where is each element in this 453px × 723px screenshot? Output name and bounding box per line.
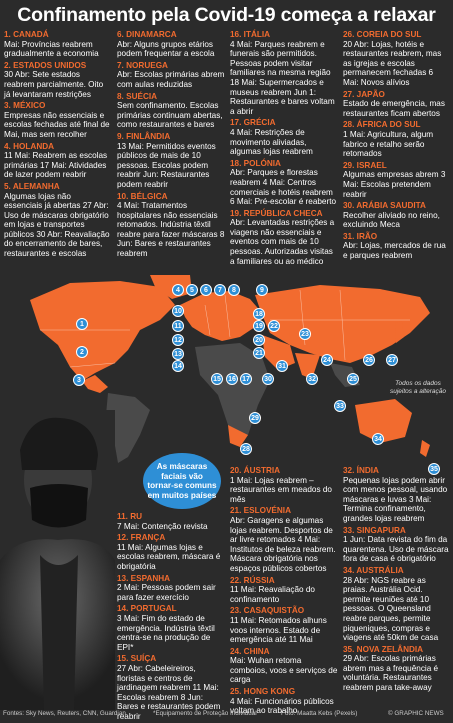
entry-kazakhstan — [230, 606, 338, 644]
map-pin-32[interactable]: 32 — [306, 373, 318, 385]
entry-singapore — [343, 526, 450, 564]
entry-text: 28 Abr: NGS reabre as praias. Austrália Ocid. permite reuniões até 10 pessoas. O Queensland reabre parques, permite piqueniques, compras e viagens até 50km de casa — [343, 575, 439, 643]
entry-text: 1 Mai: Lojas reabrem – restaurantes em meados do mês — [230, 475, 332, 504]
entry-text: 1 Jun: Data revista do fim da quarentena. Uso de máscara fora de casa é obrigatório — [343, 535, 449, 564]
entry-title: 24. CHINA — [230, 646, 270, 656]
entry-text: 13 Mai: Permitidos eventos públicos de mais de 10 pessoas. Escolas podem reabrir Jun: Restaurantes podem reabrir — [117, 141, 216, 189]
entry-south-korea — [343, 30, 450, 88]
entry-text: 30 Abr: Sete estados reabrem parcialmente. Oito já levantaram restrições — [4, 70, 104, 99]
map-pin-10[interactable]: 10 — [172, 305, 184, 317]
country-list-col4 — [343, 30, 450, 263]
map-pin-3[interactable]: 3 — [73, 374, 85, 386]
entry-poland — [230, 159, 338, 207]
map-pin-15[interactable]: 15 — [211, 373, 223, 385]
entry-new-zealand — [343, 645, 450, 693]
entry-title: 25. HONG KONG — [230, 687, 296, 697]
entry-text: 11 Mai: Reabrem as escolas primárias 17 Mai: Atividades de lazer podem reabrir — [4, 151, 108, 180]
entry-spain — [117, 574, 225, 603]
map-pin-17[interactable]: 17 — [240, 373, 252, 385]
map-pin-29[interactable]: 29 — [249, 412, 261, 424]
map-pin-21[interactable]: 21 — [253, 347, 265, 359]
entry-text: Abr: Levantadas restrições a viagens não essenciais e eventos com mais de 10 pessoas. Autorizadas visitas a familiares ou ao médico — [230, 218, 335, 266]
entry-title: 15. SUÍÇA — [117, 654, 157, 664]
country-list-col3 — [230, 30, 338, 268]
entry-text: Estado de emergência, mas restaurantes ficam abertos — [343, 99, 445, 118]
entry-text: Recolher aliviado no reino, excluindo Meca — [343, 210, 440, 230]
entry-text: 4 Mai: Restrições de movimento aliviadas, algumas lojas reabrem — [230, 127, 313, 157]
entry-belgium — [117, 192, 225, 259]
entry-text: Pequenas lojas podem abrir com menos pessoal, usando máscaras e luvas 3 Mai: Termina confinamento, grandes lojas reabrem — [343, 475, 448, 523]
entry-title: 10. BÉLGICA — [117, 191, 168, 201]
entry-portugal — [117, 604, 225, 652]
map-pin-22[interactable]: 22 — [268, 320, 280, 332]
entry-text: 11 Mai: Algumas lojas e escolas reabrem, máscara é obrigatória — [117, 542, 221, 571]
entry-title: 32. ÍNDIA — [343, 466, 379, 475]
entry-title: 21. ESLOVÉNIA — [230, 506, 291, 516]
map-pin-24[interactable]: 24 — [321, 354, 333, 366]
map-pin-1[interactable]: 1 — [76, 318, 88, 330]
entry-title: 27. JAPÃO — [343, 89, 385, 99]
map-pin-34[interactable]: 34 — [372, 433, 384, 445]
entry-title: 8. SUÉCIA — [117, 91, 158, 101]
entry-text: Empresas não essenciais e escolas fechadas até final de Mai, mas sem recolher — [4, 110, 110, 139]
entry-title: 34. AUSTRÁLIA — [343, 565, 404, 575]
map-pin-12[interactable]: 12 — [172, 334, 184, 346]
entry-saudi-arabia — [343, 201, 450, 230]
footer-photo-credit: Foto: Maatta Kebs (Pexels) — [281, 710, 358, 717]
entry-text: 20 Abr: Lojas, hotéis e restaurantes reabrem, mas as igrejas e escolas permanecem fechadas 6 Mai: Novos alívios — [343, 39, 442, 87]
entry-greece — [230, 118, 338, 156]
entry-title: 28. ÁFRICA DO SUL — [343, 120, 421, 130]
entry-usa — [4, 61, 111, 99]
entry-title: 6. DINAMARCA — [117, 30, 177, 39]
map-pin-5[interactable]: 5 — [186, 284, 198, 296]
map-pin-7[interactable]: 7 — [214, 284, 226, 296]
entry-text: Algumas lojas não essenciais já abertas 27 Abr: Uso de máscaras obrigatório em lojas e transportes públicos 30 Abr: Reavaliação do encerramento de bares, restaurantes e escolas — [4, 191, 110, 259]
entry-title: 7. NORUEGA — [117, 60, 168, 70]
entry-austria — [230, 466, 338, 504]
entry-title: 29. ISRAEL — [343, 160, 387, 170]
entry-italy — [230, 30, 338, 116]
entry-text: Mai: Wuhan retoma comboios, voos e serviços de carga — [230, 656, 338, 685]
entry-text: 2 Mai: Pessoas podem sair para fazer exercício — [117, 583, 216, 602]
entry-text: Abr: Lojas, mercados de rua e parques reabrem — [343, 241, 446, 261]
map-pin-20[interactable]: 20 — [253, 334, 265, 346]
entry-uk — [117, 512, 225, 531]
entry-title: 3. MÉXICO — [4, 101, 46, 111]
footer-brand: © GRAPHIC NEWS — [388, 710, 444, 717]
map-pin-28[interactable]: 28 — [240, 443, 252, 455]
europe-shape — [180, 291, 262, 341]
map-pin-18[interactable]: 18 — [253, 308, 265, 320]
page-title: Confinamento pela Covid-19 começa a relaxar — [0, 0, 453, 30]
map-pin-27[interactable]: 27 — [386, 354, 398, 366]
entry-title: 18. POLÓNIA — [230, 158, 281, 168]
entry-slovenia — [230, 506, 338, 573]
new-zealand-shape — [420, 440, 430, 457]
map-pin-11[interactable]: 11 — [172, 320, 184, 332]
entry-finland — [117, 132, 225, 190]
entry-text: Mai: Províncias reabrem gradualmente a economia — [4, 39, 99, 59]
entry-title: 22. RÚSSIA — [230, 575, 275, 585]
entry-text: 27 Abr: Cabeleireiros, floristas e centros de jardinagem reabrem 11 Mai: Escolas reabrem 8 Jun: Bares e restaurantes podem reabrir — [117, 663, 221, 721]
entry-mexico — [4, 101, 111, 139]
entry-title: 11. RU — [117, 512, 143, 521]
map-pin-25[interactable]: 25 — [347, 373, 359, 385]
entry-title: 2. ESTADOS UNIDOS — [4, 60, 87, 70]
map-pin-33[interactable]: 33 — [334, 400, 346, 412]
entry-text: 3 Mai: Fim do estado de emergência. Indústria têxtil centra-se na produção de EPI* — [117, 613, 215, 652]
entry-israel — [343, 161, 450, 199]
map-disclaimer: Todos os dados sujeitos a alteração — [389, 380, 446, 395]
entry-sweden — [117, 92, 225, 130]
map-pin-6[interactable]: 6 — [200, 284, 212, 296]
entry-text: 4 Mai: Funcionários públicos voltam ao trabalho — [230, 696, 334, 716]
entry-text: 7 Mai: Contenção revista — [117, 521, 208, 531]
map-pin-26[interactable]: 26 — [363, 354, 375, 366]
country-list-col5 — [117, 512, 225, 723]
entry-text: Sem confinamento. Escolas primárias continuam abertas, como restaurantes e bares — [117, 101, 223, 130]
entry-text: Abr: Garagens e algumas lojas reabrem. Desportos de ar livre retomados 4 Mai: Institutos de beleza reabrem. Máscara obrigatória nos espaços públicos cobertos — [230, 515, 336, 573]
map-pin-19[interactable]: 19 — [253, 320, 265, 332]
entry-russia — [230, 576, 338, 605]
entry-text: Abr: Parques e florestas reabrem 4 Mai: Centros comerciais e hotéis reabrem 6 Mai: Pré-escolar é reaberto — [230, 168, 337, 207]
entry-title: 17. GRÉCIA — [230, 118, 276, 128]
country-list-col6 — [230, 466, 338, 718]
entry-china — [230, 647, 338, 685]
entry-canada — [4, 30, 111, 59]
entry-title: 4. HOLANDA — [4, 141, 55, 151]
entry-text: Algumas empresas abrem 3 Mai: Escolas pretendem reabrir — [343, 170, 446, 199]
entry-title: 1. CANADÁ — [4, 30, 49, 39]
footer-sources: Fontes: Sky News, Reuters, CNN, Guardian — [3, 710, 126, 717]
map-pin-2[interactable]: 2 — [76, 346, 88, 358]
entry-text: 11 Mai: Retomados alhuns voos internos. Estado de emergência até 11 Mai — [230, 615, 327, 645]
entry-title: 23. CASAQUISTÃO — [230, 606, 305, 616]
map-pin-4[interactable]: 4 — [172, 284, 184, 296]
entry-title: 19. REPÚBLICA CHECA — [230, 208, 323, 218]
map-pin-14[interactable]: 14 — [172, 360, 184, 372]
entry-text: Abr: Alguns grupos etários podem frequentar a escola — [117, 39, 215, 59]
entry-text: Abr: Escolas primárias abrem com aulas reduzidas — [117, 70, 225, 89]
entry-title: 35. NOVA ZELÂNDIA — [343, 644, 424, 654]
entry-title: 30. ARÁBIA SAUDITA — [343, 201, 426, 211]
map-pin-16[interactable]: 16 — [226, 373, 238, 385]
entry-iran — [343, 232, 450, 261]
map-pin-23[interactable]: 23 — [299, 328, 311, 340]
country-list-col7 — [343, 466, 450, 695]
footer-epi-note: *Equipamento de Proteção Individual — [153, 710, 257, 717]
entry-title: 14. PORTUGAL — [117, 604, 177, 614]
entry-text: 4 Mai: Parques reabrem e funerais são permitidos. Pessoas podem visitar familiares na mesma região 18 Mai: Supermercados e museus reabrem Jun 1: Restaurantes e bares voltam a abrir — [230, 39, 335, 116]
entry-germany — [4, 182, 111, 259]
entry-title: 9. FINLÂNDIA — [117, 131, 171, 141]
entry-text: 1 Mai: Agricultura, algum fabrico e retalho serão retomados — [343, 129, 434, 159]
entry-text: 29 Abr: Escolas primárias abrem mas a frequência é voluntária. Restaurantes reabrem para take-away — [343, 654, 439, 693]
entry-japan — [343, 90, 450, 119]
entry-czech — [230, 209, 338, 267]
entry-france — [117, 533, 225, 571]
country-list-col1 — [4, 30, 111, 261]
entry-text: 4 Mai: Tratamentos hospitalares não essenciais retomados. Indústria têxtil reabre para fazer máscaras 8 Jun: Bares e restaurantes reabrem — [117, 201, 225, 259]
entry-title: 5. ALEMANHA — [4, 181, 60, 191]
north-america-shape — [30, 281, 175, 381]
entry-title: 20. ÁUSTRIA — [230, 466, 281, 475]
entry-title: 12. FRANÇA — [117, 533, 166, 543]
entry-south-africa — [343, 120, 450, 158]
entry-title: 16. ITÁLIA — [230, 30, 271, 39]
entry-title: 33. SINGAPURA — [343, 525, 406, 535]
mask-callout: As máscaras faciais vão tornar-se comuns em muitos países — [143, 453, 221, 509]
map-pin-8[interactable]: 8 — [228, 284, 240, 296]
map-pin-9[interactable]: 9 — [256, 284, 268, 296]
entry-title: 31. IRÃO — [343, 231, 378, 241]
map-pin-13[interactable]: 13 — [172, 348, 184, 360]
entry-text: 11 Mai: Reavaliação do confinamento — [230, 585, 315, 604]
entry-india — [343, 466, 450, 524]
entry-title: 26. COREIA DO SUL — [343, 30, 422, 39]
entry-norway — [117, 61, 225, 90]
map-pin-35[interactable]: 35 — [428, 463, 440, 475]
entry-title: 13. ESPANHA — [117, 573, 171, 583]
map-pin-30[interactable]: 30 — [262, 373, 274, 385]
map-pin-31[interactable]: 31 — [276, 360, 288, 372]
entry-netherlands — [4, 142, 111, 180]
country-list-col2 — [117, 30, 225, 261]
entry-australia — [343, 566, 450, 643]
entry-denmark — [117, 30, 225, 59]
masked-person-photo — [0, 410, 115, 710]
